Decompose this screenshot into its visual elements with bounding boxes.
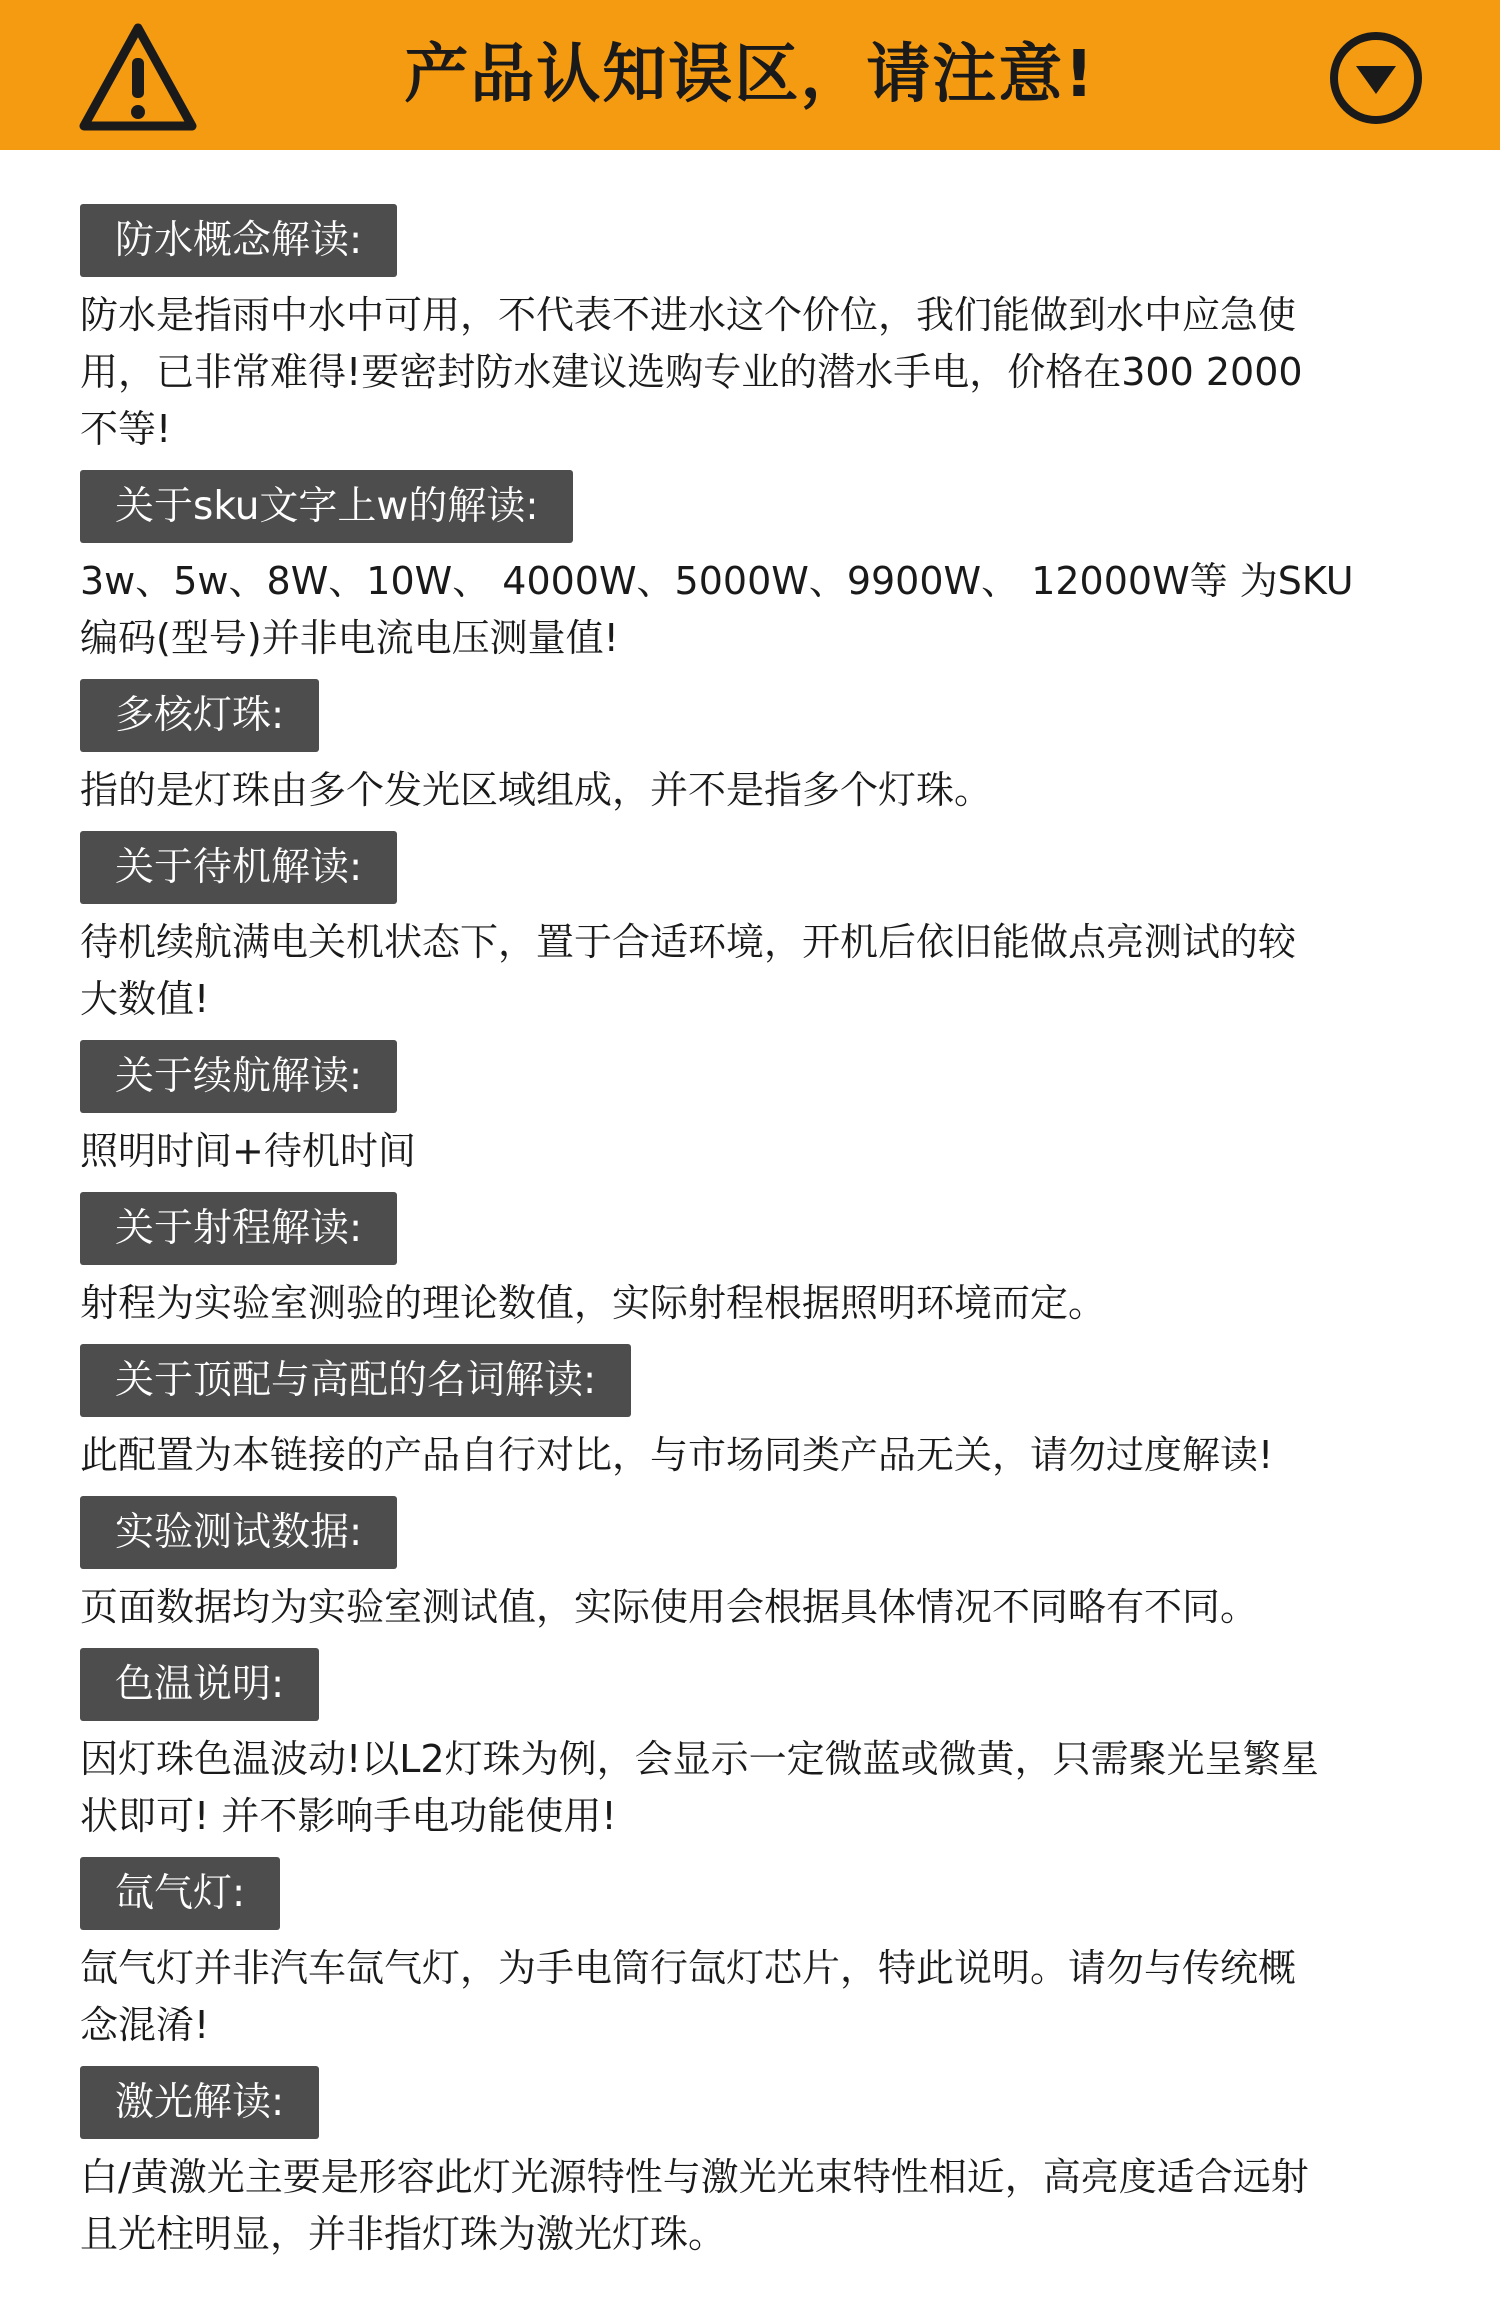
section-label: 色温说明: <box>80 1648 319 1721</box>
section-label: 激光解读: <box>80 2066 319 2139</box>
section-label: 实验测试数据: <box>80 1496 397 1569</box>
section-range <box>80 1192 1440 1332</box>
section-text: 指的是灯珠由多个发光区域组成，并不是指多个灯珠。 <box>80 768 993 812</box>
warning-header <box>0 0 1500 150</box>
chevron-down-circle-icon[interactable] <box>1328 30 1424 126</box>
section-text: 页面数据均为实验室测试值，实际使用会根据具体情况不同略有不同。 <box>80 1585 1259 1629</box>
section-text: 射程为实验室测验的理论数值，实际射程根据照明环境而定。 <box>80 1281 1107 1325</box>
section-text: 氙气灯并非汽车氙气灯，为手电筒行氙灯芯片，特此说明。请勿与传统概 念混淆! <box>80 1946 1297 2047</box>
section-test-data <box>80 1496 1440 1636</box>
notice-list <box>80 204 1440 2275</box>
section-label: 氙气灯: <box>80 1857 280 1930</box>
section-text: 此配置为本链接的产品自行对比，与市场同类产品无关，请勿过度解读! <box>80 1433 1274 1477</box>
section-text: 因灯珠色温波动!以L2灯珠为例，会显示一定微蓝或微黄，只需聚光呈繁星 状即可! 并不影响手电功能使用! <box>80 1737 1319 1838</box>
page-title: 产品认知误区，请注意! <box>404 38 1096 112</box>
section-laser <box>80 2066 1440 2263</box>
section-battery-life <box>80 1040 1440 1180</box>
section-label: 防水概念解读: <box>80 204 397 277</box>
section-label: 关于sku文字上w的解读: <box>80 470 573 543</box>
section-color-temp <box>80 1648 1440 1845</box>
section-text: 待机续航满电关机状态下，置于合适环境，开机后依旧能做点亮测试的较 大数值! <box>80 920 1297 1021</box>
section-text: 3w、5w、8W、10W、 4000W、5000W、9900W、 12000W等 为SKU 编码(型号)并非电流电压测量值! <box>80 559 1354 660</box>
section-label: 关于待机解读: <box>80 831 397 904</box>
section-multicore-led <box>80 679 1440 819</box>
section-label: 关于续航解读: <box>80 1040 397 1113</box>
section-label: 多核灯珠: <box>80 679 319 752</box>
section-config-terms <box>80 1344 1440 1484</box>
section-standby <box>80 831 1440 1028</box>
section-label: 关于顶配与高配的名词解读: <box>80 1344 631 1417</box>
section-text: 防水是指雨中水中可用，不代表不进水这个价位，我们能做到水中应急使 用，已非常难得!要密封防水建议选购专业的潜水手电，价格在300 2000 不等! <box>80 293 1303 451</box>
section-waterproof <box>80 204 1440 458</box>
section-sku-watt <box>80 470 1440 667</box>
section-label: 关于射程解读: <box>80 1192 397 1265</box>
section-xenon <box>80 1857 1440 2054</box>
section-text: 照明时间+待机时间 <box>80 1129 416 1173</box>
section-text: 白/黄激光主要是形容此灯光源特性与激光光束特性相近，高亮度适合远射 且光柱明显，并非指灯珠为激光灯珠。 <box>80 2155 1309 2256</box>
